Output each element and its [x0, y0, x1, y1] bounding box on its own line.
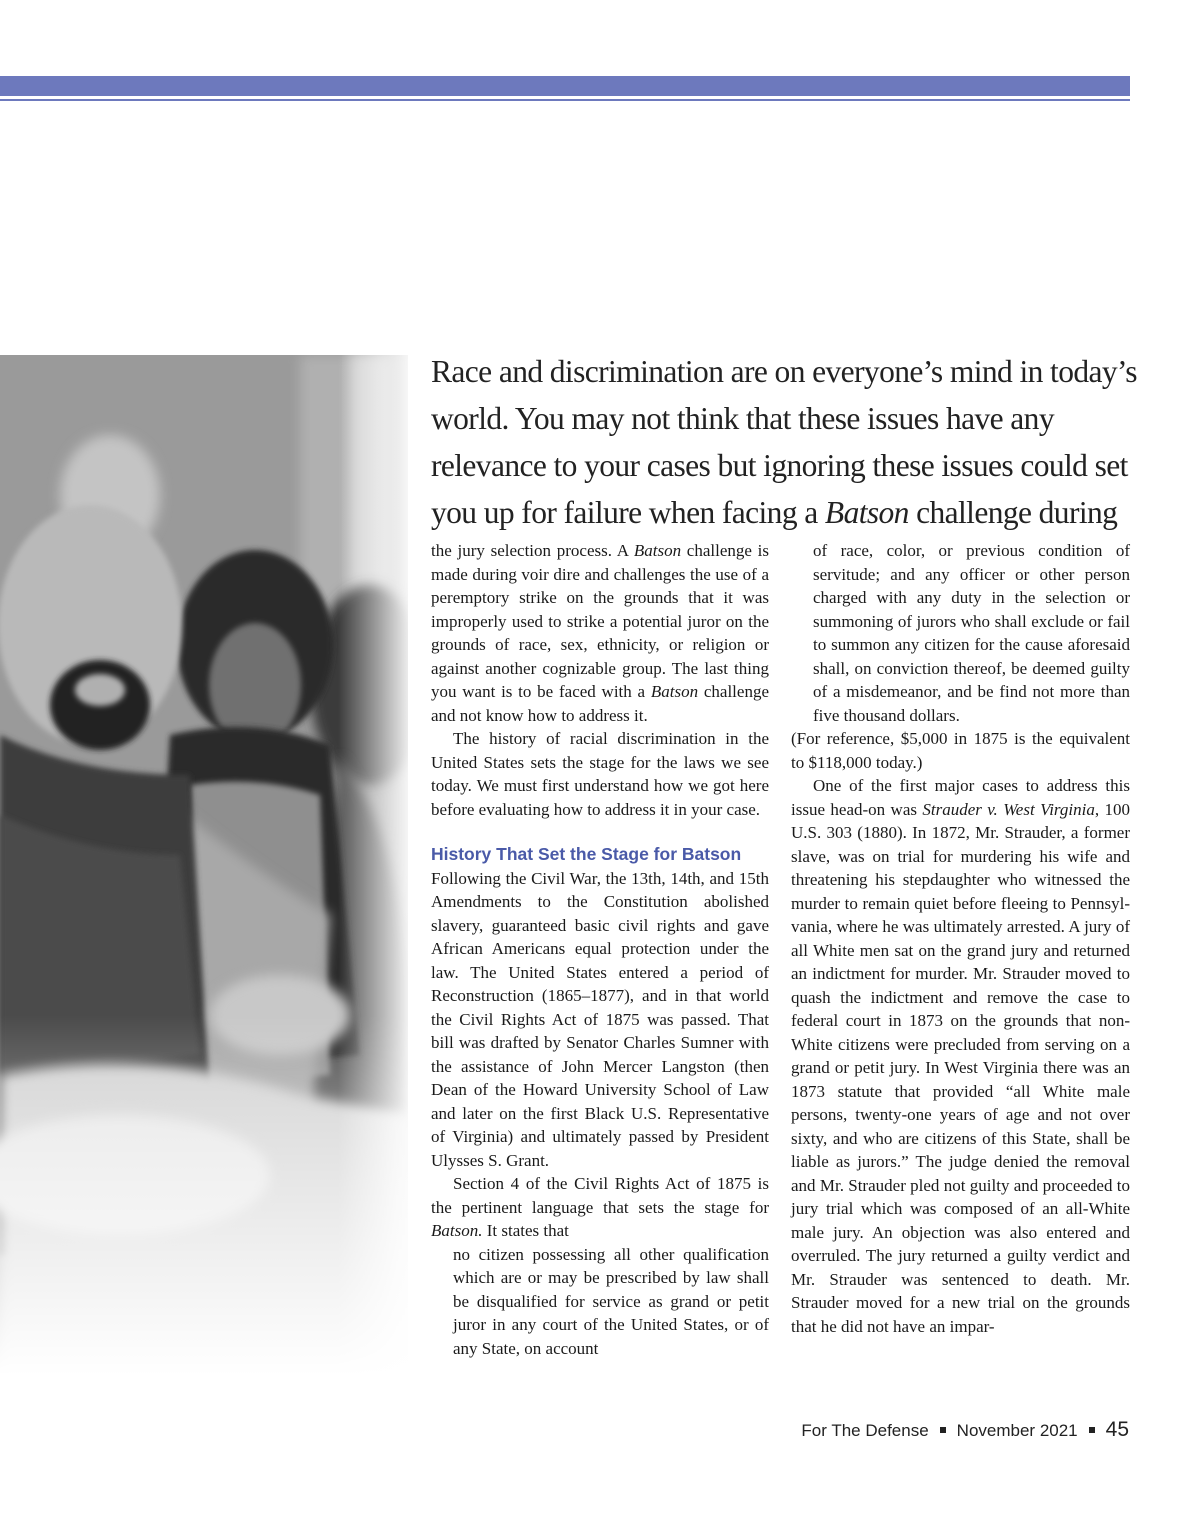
- body-text: It states that: [482, 1221, 569, 1240]
- photo-fade-bottom: [0, 1015, 408, 1375]
- body-paragraph: The history of racial discrimination in the United States sets the stage for the laws we see today. We must first understand how we got here before evaluating how to address it in your case.: [431, 729, 769, 819]
- body-paragraph: [791, 774, 1130, 1338]
- lead-line-2: world. You may not think that these issues have any: [431, 401, 1054, 436]
- body-paragraph: Following the Civil War, the 13th, 14th, and 15th Amendments to the Constitution abolished slavery, guaranteed basic civil rights and gave African Americans equal protection under the law. The United States entered a period of Reconstruction (1865–1877), and in that world the Civil Rights Act of 1875 was passed. That bill was drafted by Senator Charles Sumner with the assistance of John Mercer Langston (then Dean of the Howard University School of Law and later on the first Black U.S. Representative of Virginia) and ultimately passed by President Ulysses S. Grant.: [431, 868, 769, 1170]
- body-text: challenge and not know how to address it.: [431, 682, 769, 725]
- publication-name: For The Defense: [801, 1421, 929, 1440]
- lead-text: challenge during: [908, 495, 1118, 530]
- issue-date: November 2021: [956, 1421, 1078, 1440]
- separator-square-icon: [1089, 1427, 1095, 1433]
- lead-line-4: [431, 489, 1136, 536]
- statute-quote-continued: of race, color, or previous condition of servitude; and any officer or other person charged with any duty in the selection or summoning of jurors who shall exclude or fail to summon any citizen for the cause aforesaid shall, on conviction thereof, be deemed guilty of a misdemeanor, and be find not more than five thousand dollars.: [813, 541, 1130, 725]
- page-number: 45: [1105, 1418, 1129, 1441]
- separator-square-icon: [940, 1427, 946, 1433]
- body-column-right: [791, 539, 1130, 1338]
- lead-paragraph: [431, 348, 1136, 536]
- lead-case-name: Batson: [824, 495, 909, 530]
- body-text: , 100 U.S. 303 (1880). In 1872, Mr. Strauder, a former slave, was on trial for murdering his wife and threatening his stepdaughter who witnessed the murder to remain quiet before fleeing to Pennsylvania, where he was ultimately arrested. A jury of all White men sat on the grand jury and returned an indictment for murder. Mr. Strauder moved to quash the indictment and remove the case to federal court in 1873 on the grounds that non-White citizens were precluded from serving on a grand or petit jury. In West Virginia there was an 1873 statute that provided “all White male persons, twenty-one years of age and not over sixty, and who are citizens of this State, shall be liable as jurors.” The judge denied the removal and Mr. Strauder pled not guilty and proceeded to jury trial which was composed of an all-White male jury. An objection was also entered and overruled. The jury returned a guilty verdict and Mr. Strauder was sentenced to death. Mr. Strauder moved for a new trial on the grounds that he did not have an impar-: [791, 799, 1131, 1336]
- case-name: Batson: [633, 541, 682, 560]
- header-band: [0, 76, 1130, 96]
- case-name: Batson.: [431, 1221, 483, 1240]
- body-text: challenge is made during voir dire and challenges the use of a peremptory strike on the grounds that it was improperly used to strike a potential juror on the grounds of race, sex, ethnicity, or religion or against another cognizable group. The last thing you want is to be faced with a: [431, 541, 769, 701]
- body-paragraph: [431, 539, 769, 727]
- lead-line-1: Race and discrimination are on everyone’s mind in today’s: [431, 354, 1137, 389]
- lead-text: you up for failure when facing a: [431, 495, 825, 530]
- case-name: Batson: [650, 682, 699, 701]
- body-column-left: [431, 539, 769, 1360]
- case-name: Strauder v. West Virginia: [922, 799, 1095, 819]
- jury-photo: [0, 355, 408, 1375]
- statute-quote: no citizen possessing all other qualification which are or may be prescribed by law shall be disqualified for service as grand or petit juror in any court of the United States, or of any State, on account: [453, 1244, 769, 1358]
- body-text: One of the first major cases to address this issue head-on was: [791, 776, 1130, 819]
- page-footer: [801, 1418, 1129, 1442]
- body-paragraph: (For reference, $5,000 in 1875 is the equivalent to $118,000 today.): [791, 729, 1130, 772]
- header-rule: [0, 99, 1130, 101]
- body-text: Section 4 of the Civil Rights Act of 1875 is the pertinent language that sets the stage for: [431, 1174, 769, 1217]
- body-paragraph: [431, 1172, 769, 1243]
- section-heading: History That Set the Stage for Batson: [431, 844, 742, 864]
- body-text: the jury selection process. A: [431, 541, 634, 560]
- lead-line-3: relevance to your cases but ignoring these issues could set: [431, 448, 1128, 483]
